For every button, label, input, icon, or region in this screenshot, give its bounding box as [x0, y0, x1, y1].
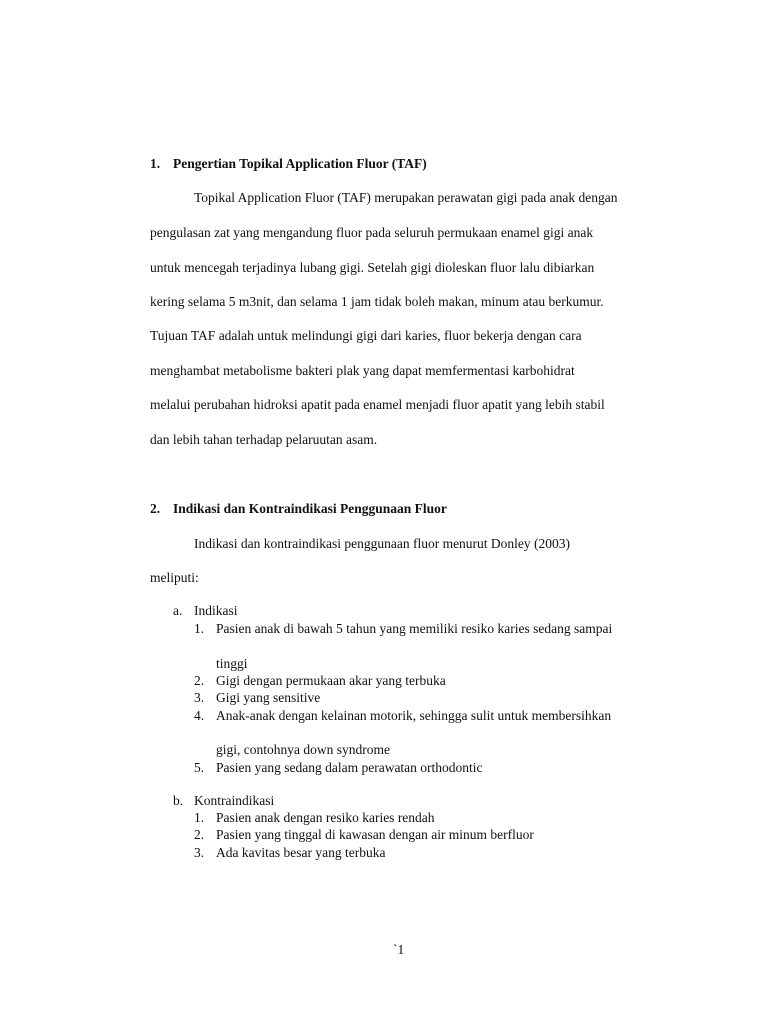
- section-1-line: kering selama 5 m3nit, dan selama 1 jam tidak boleh makan, minum atau berkumur.: [150, 294, 604, 309]
- section-1-line: menghambat metabolisme bakteri plak yang dapat memfermentasi karbohidrat: [150, 363, 575, 378]
- indikasi-item-continuation: gigi, contohnya down syndrome: [216, 742, 390, 757]
- indikasi-item-number: 1.: [194, 621, 205, 636]
- section-2-intro-line: meliputi:: [150, 570, 199, 585]
- kontraindikasi-label: b.: [173, 793, 184, 808]
- section-1-line: dan lebih tahan terhadap pelaruutan asam.: [150, 432, 378, 447]
- section-2-number: 2.: [150, 501, 161, 516]
- kontraindikasi-item-text: Pasien yang tinggal di kawasan dengan air minum berfluor: [216, 827, 534, 842]
- section-1-line: untuk mencegah terjadinya lubang gigi. Setelah gigi dioleskan fluor lalu dibiarkan: [150, 260, 595, 275]
- indikasi-label: a.: [173, 603, 183, 618]
- indikasi-item-number: 3.: [194, 690, 205, 705]
- indikasi-item-number: 4.: [194, 708, 205, 723]
- kontraindikasi-item-text: Pasien anak dengan resiko karies rendah: [216, 810, 435, 825]
- indikasi-item-number: 5.: [194, 760, 205, 775]
- section-1-line: pengulasan zat yang mengandung fluor pada seluruh permukaan enamel gigi anak: [150, 225, 594, 240]
- indikasi-item-number: 2.: [194, 673, 205, 688]
- kontraindikasi-item-text: Ada kavitas besar yang terbuka: [216, 845, 386, 860]
- indikasi-item-text: Gigi yang sensitive: [216, 690, 321, 705]
- section-1-title: Pengertian Topikal Application Fluor (TAF): [173, 156, 427, 171]
- kontraindikasi-item-number: 1.: [194, 810, 205, 825]
- indikasi-item-text: Anak-anak dengan kelainan motorik, sehingga sulit untuk membersihkan: [216, 708, 612, 723]
- section-1-number: 1.: [150, 156, 161, 171]
- indikasi-item-text: Pasien yang sedang dalam perawatan orthodontic: [216, 760, 483, 775]
- kontraindikasi-title: Kontraindikasi: [194, 793, 275, 808]
- indikasi-item-text: Pasien anak di bawah 5 tahun yang memiliki resiko karies sedang sampai: [216, 621, 613, 636]
- indikasi-item-text: Gigi dengan permukaan akar yang terbuka: [216, 673, 446, 688]
- section-1-line: melalui perubahan hidroksi apatit pada enamel menjadi fluor apatit yang lebih stabil: [150, 397, 605, 412]
- kontraindikasi-item-number: 3.: [194, 845, 205, 860]
- page-number: `1: [393, 942, 405, 957]
- indikasi-item-continuation: tinggi: [216, 656, 248, 671]
- kontraindikasi-item-number: 2.: [194, 827, 205, 842]
- section-1-line: Tujuan TAF adalah untuk melindungi gigi dari karies, fluor bekerja dengan cara: [150, 328, 582, 343]
- section-1-line: Topikal Application Fluor (TAF) merupakan perawatan gigi pada anak dengan: [194, 190, 618, 205]
- section-2-intro-line: Indikasi dan kontraindikasi penggunaan fluor menurut Donley (2003): [194, 536, 571, 551]
- section-2-title: Indikasi dan Kontraindikasi Penggunaan Fluor: [173, 501, 447, 516]
- indikasi-title: Indikasi: [194, 603, 238, 618]
